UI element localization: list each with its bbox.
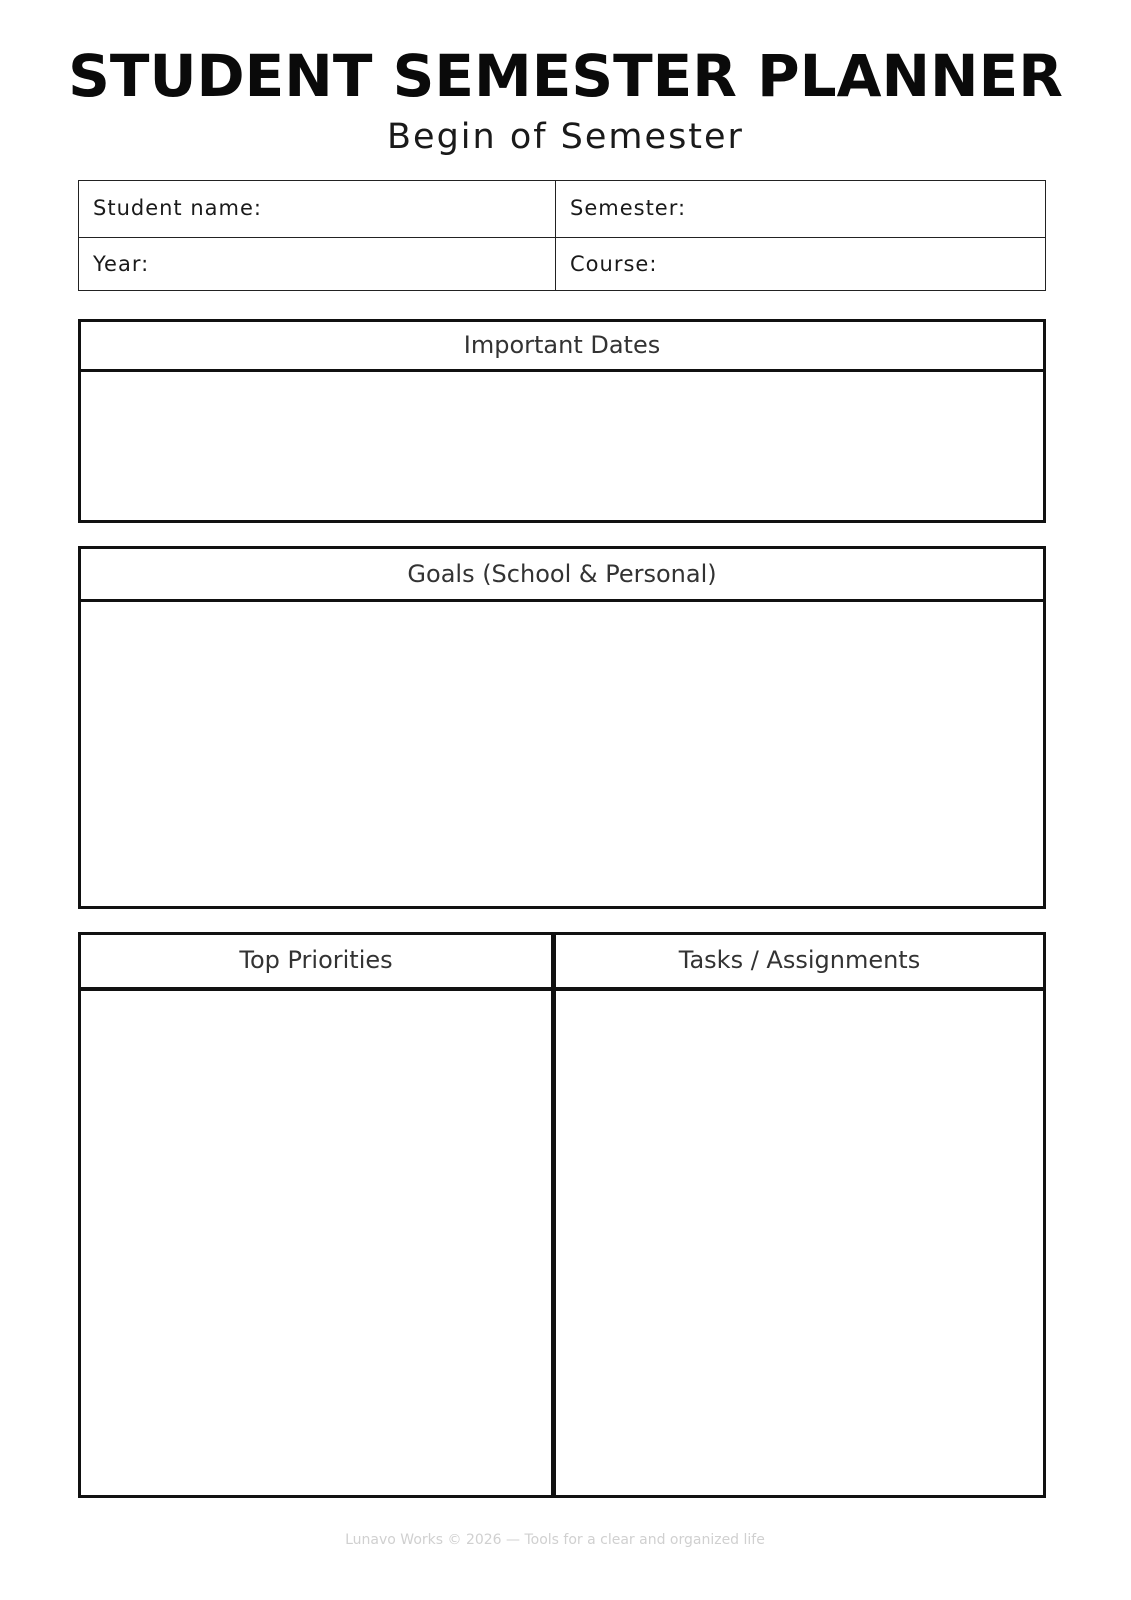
important-dates-area[interactable] [81,372,1043,520]
footer-credit: Lunavo Works © 2026 — Tools for a clear and organized life [345,1532,765,1548]
goals-heading: Goals (School & Personal) [81,549,1043,602]
tasks-assignments-heading: Tasks / Assignments [556,935,1043,991]
course-field[interactable]: Course: [555,238,1045,290]
goals-area[interactable] [81,602,1043,906]
semester-field[interactable]: Semester: [555,181,1045,238]
important-dates-section [78,319,1046,523]
tasks-assignments-section [554,932,1046,1498]
goals-section [78,546,1046,909]
student-info-table [78,180,1046,291]
student-name-field[interactable]: Student name: [79,181,555,238]
top-priorities-heading: Top Priorities [81,935,551,991]
tasks-assignments-area[interactable] [556,991,1043,1495]
top-priorities-section [78,932,554,1498]
page-title: STUDENT SEMESTER PLANNER [68,42,1063,110]
year-field[interactable]: Year: [93,252,150,276]
top-priorities-area[interactable] [81,991,551,1495]
page-subtitle: Begin of Semester [387,117,744,157]
important-dates-heading: Important Dates [81,322,1043,372]
